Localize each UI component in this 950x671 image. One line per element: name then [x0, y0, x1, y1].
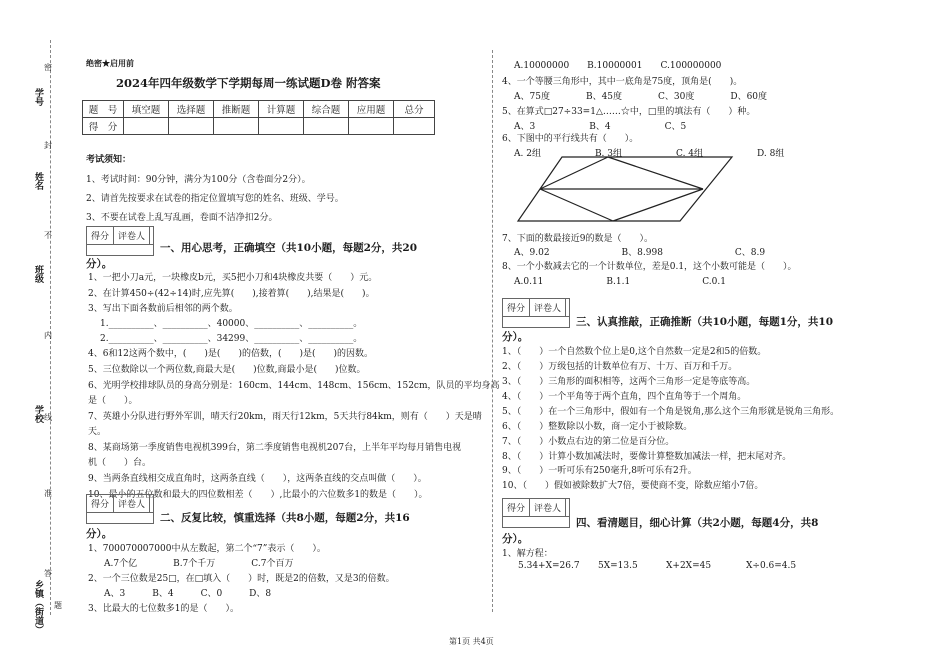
choice-options: A、75度 B、45度 C、30度 D、60度 [514, 92, 768, 102]
score-cell: 计算题 [259, 101, 304, 118]
section2-title: 二、反复比较，慎重选择（共8小题，每题2分，共16 [160, 512, 410, 524]
question-item: 是（ ）。 [88, 396, 138, 406]
score-input-cell[interactable] [169, 118, 214, 135]
margin-label-township: 乡镇（街道） [33, 580, 43, 634]
grader-reviewer-label: 评卷人 [530, 299, 566, 316]
question-item: 2、一个三位数是25□，在□填入（ ）时，既是2的倍数，又是3的倍数。 [88, 574, 395, 584]
grader-reviewer-label: 评卷人 [114, 495, 150, 512]
judgment-item: 10、（ ）假如被除数扩大7倍，要使商不变，除数应缩小7倍。 [502, 481, 764, 491]
equation: 5X=13.5 [598, 561, 638, 571]
grader-fill-row[interactable] [87, 512, 153, 523]
grader-fill-row[interactable] [87, 244, 153, 255]
grader-score-label: 得分 [87, 495, 114, 512]
choice-options: A、3 B、4 C、0 D、8 [104, 589, 272, 599]
score-cell: 填空题 [124, 101, 169, 118]
figure-line [540, 157, 608, 189]
question-item: 8、某商场第一季度销售电视机399台，第二季度销售电视机207台，上半年平均每月销售电视 [88, 443, 462, 453]
margin-label-class: 班级 [33, 265, 43, 283]
cut-mark: 内 [44, 331, 52, 340]
judgment-item: 5、（ ）在一个三角形中，假如有一个角是锐角,那么这个三角形就是锐角三角形。 [502, 407, 840, 417]
grader-fill-row[interactable] [503, 316, 569, 327]
question-item: 6、光明学校排球队员的身高分别是：160cm、144cm、148cm、156cm、152cm，队员的平均身高 [88, 381, 500, 391]
question-item: 1、700070007000中从左数起，第二个“7”表示（ ）。 [88, 544, 326, 554]
question-item: 3、写出下面各数前后相邻的两个数。 [88, 304, 238, 314]
judgment-item: 2、（ ）万级包括的计数单位有万、十万、百万和千万。 [502, 362, 738, 372]
score-cell: 选择题 [169, 101, 214, 118]
question-item: 5、三位数除以一个两位数,商最大是( )位数,商最小是( )位数。 [88, 365, 366, 375]
score-cell: 得 分 [83, 118, 124, 135]
notice-item: 2、请首先按要求在试卷的指定位置填写您的姓名、班级、学号。 [86, 194, 344, 204]
score-input-cell[interactable] [259, 118, 304, 135]
question-item: 4、6和12这两个数中，( )是( )的倍数，( )是( )的因数。 [88, 349, 373, 359]
score-table-score-row [83, 118, 435, 135]
margin-label-student-id: 学号 [33, 88, 43, 106]
question-item: 天。 [88, 427, 107, 437]
page-title: 2024年四年级数学下学期每周一练试题D卷 附答案 [116, 76, 381, 90]
judgment-item: 7、（ ）小数点右边的第二位是百分位。 [502, 437, 675, 447]
grader-score-label: 得分 [87, 227, 114, 244]
question-item: 1.__________、__________、40000、__________、__________。 [100, 319, 363, 329]
question-item: 2、在计算450÷(42÷14)时,应先算( ),接着算( ),结果是( )。 [88, 289, 375, 299]
choice-options: A、9.02 B、8.998 C、8.9 [514, 248, 766, 258]
grader-reviewer-label: 评卷人 [530, 499, 566, 516]
cut-mark: 答 [44, 569, 52, 578]
grader-score-label: 得分 [503, 299, 530, 316]
choice-options: A. 2组 B. 3组 C. 4组 D. 8组 [514, 149, 785, 159]
cut-mark: 不 [44, 231, 52, 240]
score-table-header-row [83, 101, 435, 118]
judgment-item: 9、（ ）一听可乐有250毫升,8听可乐有2升。 [502, 466, 697, 476]
score-input-cell[interactable] [124, 118, 169, 135]
question-item: 8、一个小数减去它的一个计数单位，差是0.1，这个小数可能是（ ）。 [502, 262, 797, 272]
section3-title-cont: 分）。 [502, 331, 529, 343]
cut-mark: 准 [44, 489, 52, 498]
choice-options: A.10000000 B.10000001 C.100000000 [514, 61, 722, 71]
equation: X+2X=45 [666, 561, 712, 571]
grader-box [86, 226, 154, 256]
score-cell: 推断题 [214, 101, 259, 118]
question-item: 3、比最大的七位数多1的是（ ）。 [88, 604, 239, 614]
question-item: 9、当两条直线相交成直角时，这两条直线（ ），这两条直线的交点叫做（ ）。 [88, 474, 427, 484]
question-item: 1、解方程： [502, 549, 553, 559]
score-cell: 总分 [394, 101, 435, 118]
equation: X÷0.6=4.5 [746, 561, 797, 571]
figure-line [608, 157, 703, 189]
figure-line [613, 189, 703, 221]
grader-score-label: 得分 [503, 499, 530, 516]
score-cell: 应用题 [349, 101, 394, 118]
question-item: 5、在算式□27÷33=1△……☆中，□里的填法有（ ）种。 [502, 107, 756, 117]
section1-title: 一、用心思考，正确填空（共10小题，每题2分，共20 [160, 242, 418, 254]
column-divider [492, 50, 493, 612]
score-input-cell[interactable] [349, 118, 394, 135]
margin-label-school: 学校 [33, 405, 43, 423]
binding-cut-line [50, 40, 51, 615]
judgment-item: 1、（ ）一个自然数个位上是0,这个自然数一定是2和5的倍数。 [502, 347, 767, 357]
grader-reviewer-label: 评卷人 [114, 227, 150, 244]
grader-box [502, 298, 570, 328]
judgment-item: 3、（ ）三角形的面积相等，这两个三角形一定是等底等高。 [502, 377, 756, 387]
notice-title: 考试须知： [86, 155, 132, 165]
section1-title-cont: 分）。 [86, 258, 113, 270]
cut-mark: 线 [44, 413, 52, 422]
cut-mark: 密 [44, 63, 52, 72]
choice-options: A、3 B、4 C、5 [514, 122, 687, 132]
margin-label-name: 姓名 [33, 172, 43, 190]
page-number: 第1页 共4页 [449, 637, 494, 646]
judgment-item: 6、（ ）整数除以小数，商一定小于被除数。 [502, 422, 693, 432]
grader-box [86, 494, 154, 524]
secret-label: 绝密★启用前 [86, 58, 134, 68]
question-item: 7、下面的数最接近9的数是（ ）。 [502, 234, 653, 244]
parallelogram-figure [510, 155, 735, 225]
section4-title: 四、看清题目，细心计算（共2小题，每题4分，共8 [576, 517, 819, 529]
score-cell: 综合题 [304, 101, 349, 118]
score-cell: 题 号 [83, 101, 124, 118]
section2-title-cont: 分）。 [86, 528, 113, 540]
question-item: 1、一把小刀a元，一块橡皮b元，买5把小刀和4块橡皮共要（ ）元。 [88, 273, 378, 283]
section3-title: 三、认真推敲，正确推断（共10小题，每题1分，共10 [576, 316, 834, 328]
question-item: 2.__________、__________、34299、__________、__________。 [100, 334, 363, 344]
question-item: 6、下图中的平行线共有（ ）。 [502, 134, 639, 144]
notice-item: 1、考试时间：90分钟，满分为100分（含卷面分2分）。 [86, 175, 311, 185]
choice-options: A.0.11 B.1.1 C.0.1 [514, 277, 726, 287]
cut-mark: 题 [54, 601, 62, 610]
score-input-cell[interactable] [394, 118, 435, 135]
grader-box [502, 498, 570, 528]
section4-title-cont: 分）。 [502, 533, 529, 545]
judgment-item: 4、（ ）一个平角等于两个直角，四个直角等于一个周角。 [502, 392, 747, 402]
question-item: 4、一个等腰三角形中，其中一底角是75度，顶角是( )。 [502, 77, 743, 87]
choice-options: A.7个亿 B.7个千万 C.7个百万 [104, 559, 294, 569]
score-input-cell[interactable] [214, 118, 259, 135]
question-item: 10、最小的五位数和最大的四位数相差（ ）,比最小的六位数多1的数是（ ）。 [88, 490, 428, 500]
equation: 5.34+X=26.7 [518, 561, 580, 571]
score-input-cell[interactable] [304, 118, 349, 135]
score-table [82, 100, 435, 135]
judgment-item: 8、（ ）计算小数加减法时，要像计算整数加减法一样，把末尾对齐。 [502, 452, 792, 462]
grader-fill-row[interactable] [503, 516, 569, 527]
question-item: 7、英雄小分队进行野外军训，晴天行20km，雨天行12km，5天共行84km，则有（ ）天是晴 [88, 412, 482, 422]
figure-line [540, 189, 613, 221]
cut-mark: 封 [44, 141, 52, 150]
question-item: 机（ ）台。 [88, 458, 152, 468]
notice-item: 3、不要在试卷上乱写乱画，卷面不洁净扣2分。 [86, 213, 278, 223]
